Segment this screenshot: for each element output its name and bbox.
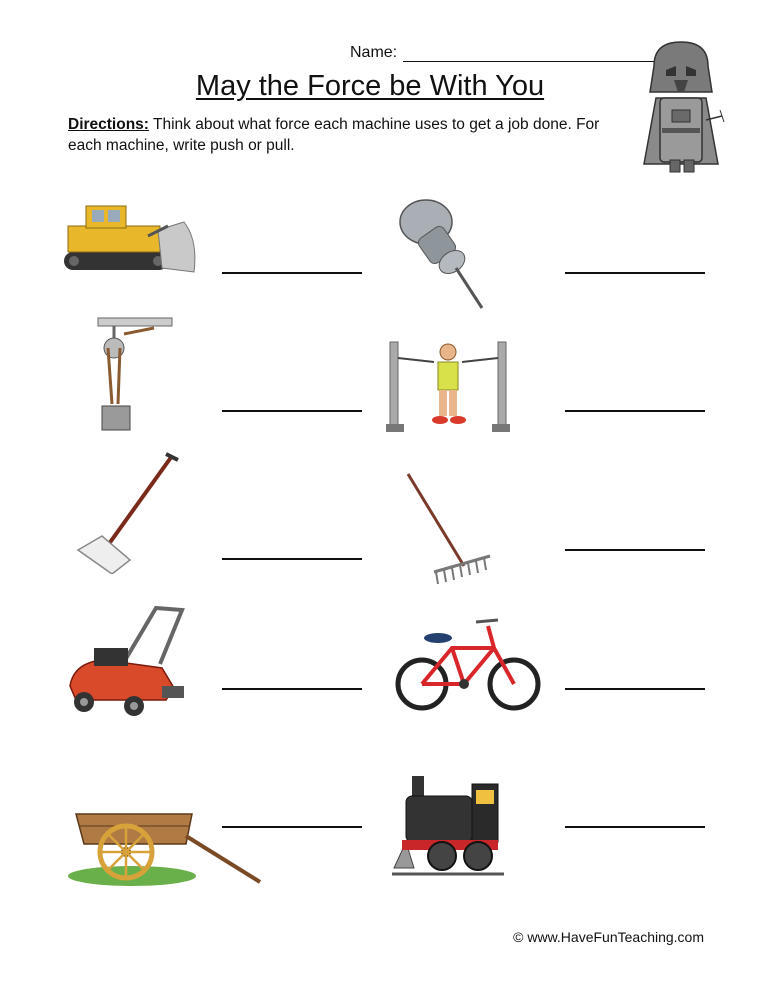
name-answer-line[interactable]: [403, 45, 661, 62]
name-field[interactable]: [350, 44, 661, 62]
pull-up-machine-icon: [382, 338, 514, 434]
directions: [68, 114, 628, 156]
rake-icon: [402, 470, 496, 588]
lawn-mower-icon: [64, 602, 188, 718]
answer-line-rake[interactable]: [565, 549, 705, 551]
pushpin-icon: [386, 190, 496, 310]
directions-label: Directions:: [68, 116, 149, 133]
train-icon: [392, 770, 504, 880]
answer-line-bicycle[interactable]: [565, 688, 705, 690]
answer-line-lawn-mower[interactable]: [222, 688, 362, 690]
answer-line-pull-up-machine[interactable]: [565, 410, 705, 412]
pulley-icon: [94, 314, 174, 436]
answer-line-pushpin[interactable]: [565, 272, 705, 274]
answer-line-bulldozer[interactable]: [222, 272, 362, 274]
wagon-icon: [62, 800, 264, 890]
answer-line-wagon[interactable]: [222, 826, 362, 828]
answer-line-train[interactable]: [565, 826, 705, 828]
copyright-footer: © www.HaveFunTeaching.com: [513, 929, 704, 945]
answer-line-snow-shovel[interactable]: [222, 558, 362, 560]
snow-shovel-icon: [72, 450, 184, 574]
bicycle-icon: [390, 612, 544, 712]
darth-vader-icon: [636, 36, 728, 176]
name-label: Name:: [350, 44, 398, 61]
directions-text: Think about what force each machine uses to get a job done. For each machine, write push or pull.: [68, 116, 600, 154]
bulldozer-icon: [58, 196, 204, 276]
answer-line-pulley[interactable]: [222, 410, 362, 412]
page-title-text: May the Force be With You: [195, 70, 545, 102]
